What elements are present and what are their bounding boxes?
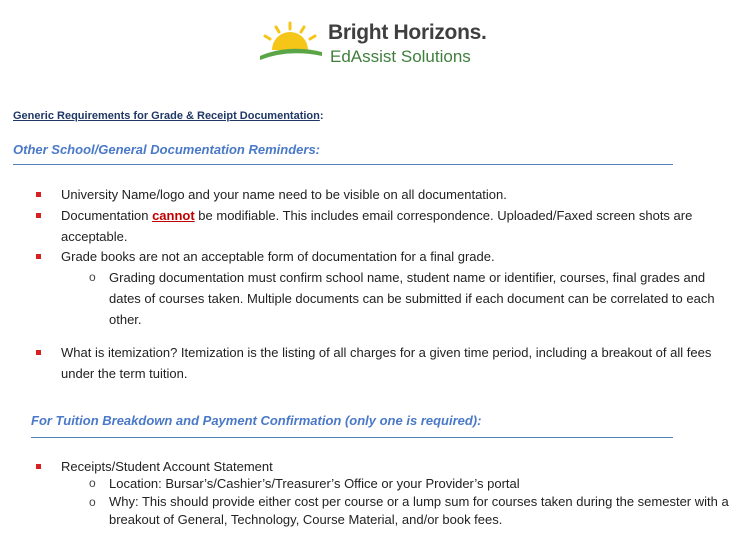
list-item-text: Documentation: [61, 208, 153, 223]
list-item-text: Receipts/Student Account Statement: [61, 459, 273, 474]
emphasis-cannot: cannot: [152, 208, 195, 223]
section-title-tuition: For Tuition Breakdown and Payment Confirmation (only one is required):: [31, 413, 482, 428]
sub-list-item-text: Location: Bursar’s/Cashier’s/Treasurer’s Office or your Provider’s portal: [109, 476, 520, 491]
document-heading-text: Generic Requirements for Grade & Receipt Documentation: [13, 110, 320, 122]
section-divider: [13, 164, 673, 165]
list-item-text-continued: be modifiable. This includes email correspondence. Uploaded/Faxed screen shots are acceptable.: [61, 208, 693, 244]
sub-list-item: [89, 493, 734, 529]
list-item-text: What is itemization? Itemization is the listing of all charges for a given time period, including a breakout of all fees under the term tuition.: [61, 345, 712, 381]
circle-bullet-icon: o: [89, 270, 96, 284]
bright-horizons-logo: [258, 16, 498, 70]
list-item: [61, 246, 731, 267]
section-divider: [31, 437, 673, 438]
bullet-marker: [36, 464, 41, 469]
sub-list-item: [89, 267, 734, 330]
brand-name: Bright Horizons.: [328, 21, 487, 44]
heading-colon: :: [319, 110, 324, 122]
bullet-marker: [36, 254, 41, 259]
list-item: [61, 342, 731, 384]
list-item: [61, 184, 731, 205]
list-item-text: Grade books are not an acceptable form of documentation for a final grade.: [61, 249, 495, 264]
bullet-marker: [36, 192, 41, 197]
sub-list-item: [89, 474, 734, 493]
circle-bullet-icon: o: [89, 476, 96, 490]
circle-bullet-icon: o: [89, 495, 96, 509]
brand-subtitle: EdAssist Solutions: [330, 47, 471, 66]
sunrise-logo-icon: [258, 20, 324, 64]
bullet-marker: [36, 213, 41, 218]
list-item-text: University Name/logo and your name need to be visible on all documentation.: [61, 187, 507, 202]
document-heading: [13, 110, 324, 122]
sub-list-item-text: Grading documentation must confirm school name, student name or identifier, courses, final grades and dates of courses taken. Multiple documents can be submitted if each document can be correlated to each other.: [109, 270, 715, 327]
bullet-marker: [36, 350, 41, 355]
list-item: [61, 205, 731, 247]
section-title-reminders: Other School/General Documentation Reminders:: [13, 142, 320, 157]
sub-list-item-text: Why: This should provide either cost per course or a lump sum for courses taken during the semester with a breakout of General, Technology, Course Material, and/or book fees.: [109, 494, 729, 527]
